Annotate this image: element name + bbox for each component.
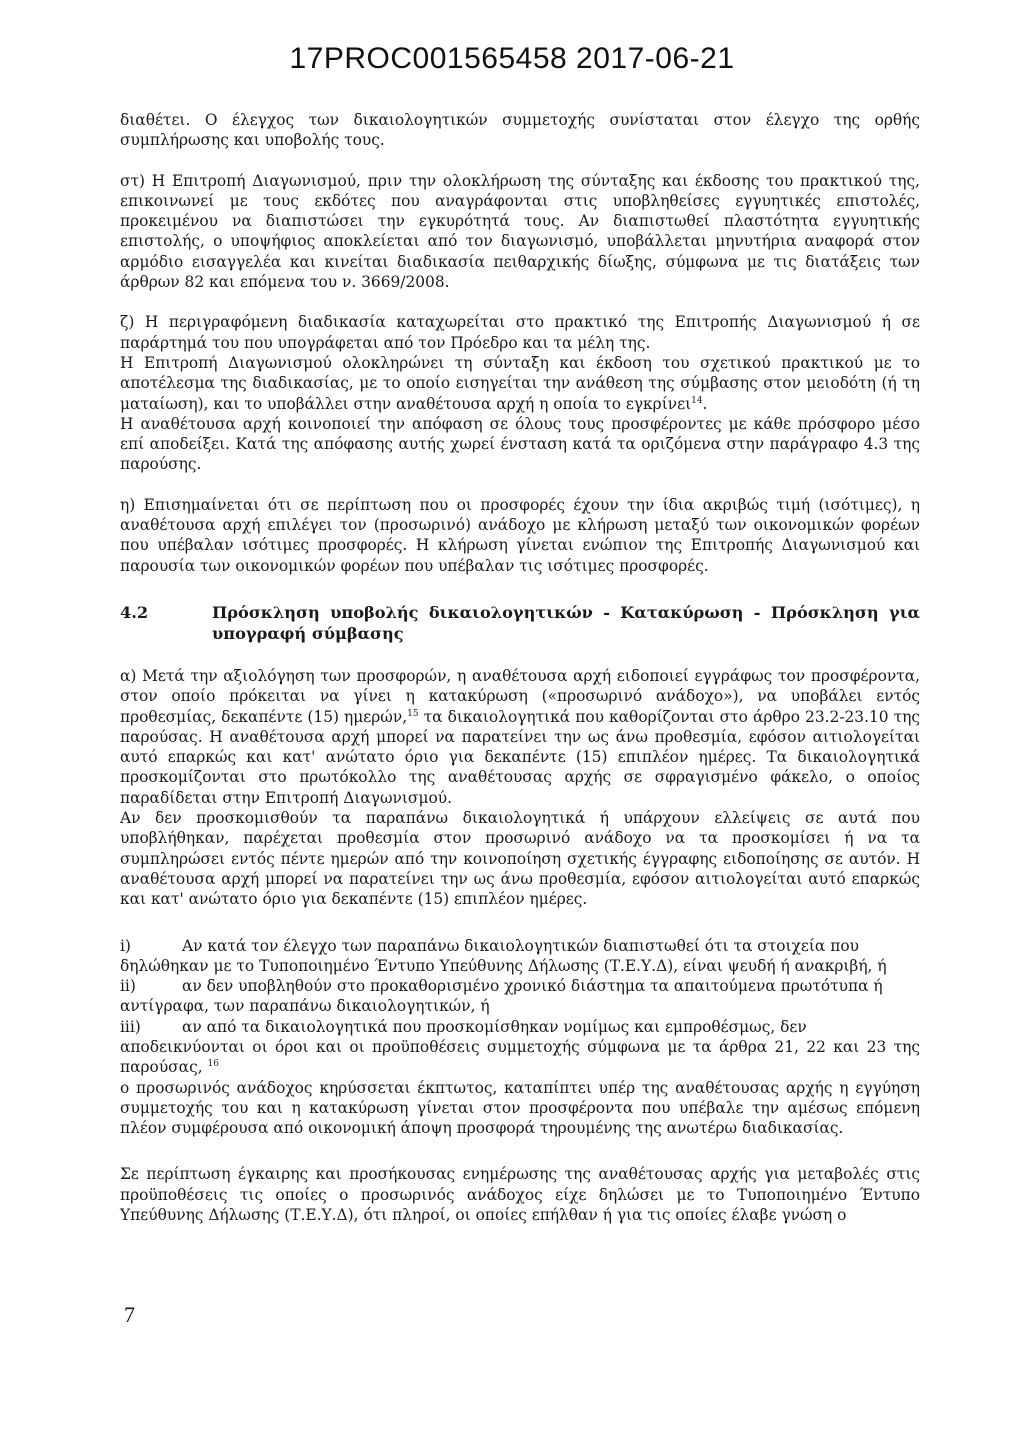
section-number: 4.2 (120, 602, 149, 622)
paragraph-forfeiture: ο προσωρινός ανάδοχος κηρύσσεται έκπτωτος, καταπίπτει υπέρ της αναθέτουσας αρχής η εγγύηση συμμετοχής του και η κατακύρωση γίνεται στον προσφέροντα που υπέβαλε την αμέσως επόμενη πλέον συμφέρουσα από οικονομική άποψη προσφορά τηρουμένης της ανωτέρω διαδικασίας. (120, 1078, 920, 1138)
list-item-first-line: αν δεν υποβληθούν στο προκαθορισμένο χρονικό διάστημα τα απαιτούμενα πρωτότυπα ή (182, 977, 883, 996)
document-id-header: 17PROC001565458 2017-06-21 (289, 42, 735, 75)
paragraph-z: ζ) Η περιγραφόμενη διαδικασία καταχωρείται στο πρακτικό της Επιτροπής Διαγωνισμού ή σε παράρτημά του που υπογράφεται από τον Πρόεδρο και τα μέλη της. (120, 313, 920, 352)
document-body (120, 110, 920, 1225)
paragraph-a-missing-docs: Αν δεν προσκομισθούν τα παραπάνω δικαιολογητικά ή υπάρχουν ελλείψεις σε αυτά που υποβλήθηκαν, παρέχεται προθεσμία στον προσωρινό ανάδοχο να τα προσκομίσει ή να τα συμπληρώσει εντός πέντε ημερών από την κοινοποίηση σχετικής έγγραφης ειδοποίησης σε αυτόν. Η αναθέτουσα αρχή μπορεί να παρατείνει την ως άνω προθεσμία, εφόσον αιτιολογείται αυτό επαρκώς και κατ' ανώτατο όριο για δεκαπέντε (15) επιπλέον ημέρες. (120, 809, 920, 909)
list-item-rest: αντίγραφα, των παραπάνω δικαιολογητικών, ή (120, 997, 490, 1016)
paragraph-continuation: διαθέτει. Ο έλεγχος των δικαιολογητικών συμμετοχής συνίσταται στον έλεγχο της ορθής συμπλήρωσης και υποβολής τους. (120, 111, 920, 150)
paragraph-st: στ) Η Επιτροπή Διαγωνισμού, πριν την ολοκλήρωση της σύνταξης και έκδοσης του πρακτικού της, επικοινωνεί με τους εκδότες που αναγράφονται στις υποβληθείσες εγγυητικές επιστολές, προκειμένου να διαπιστώσει την εγκυρότητά τους. Αν διαπιστωθεί πλαστότητα εγγυητικής επιστολής, ο υποψήφιος αποκλείεται από τον διαγωνισμό, υποβάλλεται μηνυτήρια αναφορά στον αρμόδιο εισαγγελέα και κινείται διαδικασία πειθαρχικής δίωξης, σύμφωνα με τις διατάξεις των άρθρων 82 και επόμενα του ν. 3669/2008. (120, 171, 920, 292)
paragraph-z-notification: Η αναθέτουσα αρχή κοινοποιεί την απόφαση σε όλους τους προσφέροντες με κάθε πρόσφορο μέσο επί αποδείξει. Κατά της απόφασης αυτής χωρεί ένσταση κατά τα οριζόμενα στην παράγραφο 4.3 της παρούσης. (120, 414, 920, 474)
list-item (120, 976, 920, 1017)
paragraph-z-committee (120, 353, 920, 414)
paragraph-z-committee-end: . (702, 394, 708, 413)
paragraph-z-committee-text: Η Επιτροπή Διαγωνισμού ολοκληρώνει τη σύνταξη και έκδοση του σχετικού πρακτικού με το αποτέλεσμα της διαδικασίας, με το οποίο εισηγείται την ανάθεση της σύμβασης στον μειοδότη (ή τη ματαίωση), και το υποβάλλει στην αναθέτουσα αρχή η οποία το εγκρίνει (120, 353, 920, 413)
list-item-rest-text: αποδεικνύονται οι όροι και οι προϋποθέσεις συμμετοχής σύμφωνα με τα άρθρα 21, 22 και 23 της παρούσας, (120, 1037, 920, 1077)
paragraph-changes: Σε περίπτωση έγκαιρης και προσήκουσας ενημέρωσης της αναθέτουσας αρχής για μεταβολές στις προϋποθέσεις τις οποίες ο προσωρινός ανάδοχος είχε δηλώσει με το Τυποποιημένο Έντυπο Υπεύθυνης Δήλωσης (Τ.Ε.Υ.Δ), ότι πληροί, οι οποίες επήλθαν ή για τις οποίες έλαβε γνώση ο (120, 1165, 920, 1225)
list-item (120, 1017, 920, 1078)
footnote-ref-16: 16 (207, 1059, 219, 1070)
list-item (120, 936, 920, 977)
section-heading (120, 602, 920, 644)
list-item-label: iii) (120, 1017, 141, 1036)
paragraph-a-end: τα δικαιολογητικά που καθορίζονται στο άρθρο 23.2-23.10 της παρούσας. Η αναθέτουσα αρχή μπορεί να παρατείνει την ως άνω προθεσμία, εφόσον αιτιολογείται αυτό επαρκώς και κατ' ανώτατο όριο για δεκαπέντε (15) επιπλέον ημέρες. Τα δικαιολογητικά προσκομίζονται στο πρωτόκολλο της αναθέτουσας αρχής σε σφραγισμένο φάκελο, ο οποίος παραδίδεται στην Επιτροπή Διαγωνισμού. (120, 707, 920, 807)
paragraph-a-start: α) Μετά την αξιολόγηση των προσφορών, η αναθέτουσα αρχή ειδοποιεί εγγράφως τον προσφέροντα, στον οποίο πρόκειται να γίνει η κατακύρωση («προσωρινό ανάδοχο»), να υποβάλει εντός προθεσμίας, δεκαπέντε (15) ημερών, (120, 666, 920, 726)
section-title: Πρόσκληση υποβολής δικαιολογητικών - Κατακύρωση - Πρόσκληση για υπογραφή σύμβασης (212, 602, 920, 643)
list-item-label: i) (120, 936, 131, 955)
paragraph-a (120, 666, 920, 808)
page-number: 7 (124, 1302, 135, 1327)
list-item-first-line: αν από τα δικαιολογητικά που προσκομίσθηκαν νομίμως και εμπροθέσμως, δεν (182, 1017, 807, 1036)
footnote-ref-15: 15 (407, 708, 419, 719)
footnote-ref-14: 14 (691, 395, 703, 406)
list-item-rest: δηλώθηκαν με το Τυποποιημένο Έντυπο Υπεύθυνης Δήλωσης (Τ.Ε.Υ.Δ), είναι ψευδή ή ανακριβή, ή (120, 956, 887, 975)
condition-list (120, 936, 920, 1078)
list-item-label: ii) (120, 977, 136, 996)
list-item-first-line: Αν κατά τον έλεγχο των παραπάνω δικαιολογητικών διαπιστωθεί ότι τα στοιχεία που (182, 936, 859, 955)
paragraph-h: η) Επισημαίνεται ότι σε περίπτωση που οι προσφορές έχουν την ίδια ακριβώς τιμή (ισότιμες), η αναθέτουσα αρχή επιλέγει τον (προσωρινό) ανάδοχο με κλήρωση μεταξύ των οικονομικών φορέων που υπέβαλαν ισότιμες προσφορές. Η κλήρωση γίνεται ενώπιον της Επιτροπής Διαγωνισμού και παρουσία των οικονομικών φορέων που υπέβαλαν τις ισότιμες προσφορές. (120, 495, 920, 575)
list-item-rest (120, 1037, 920, 1078)
